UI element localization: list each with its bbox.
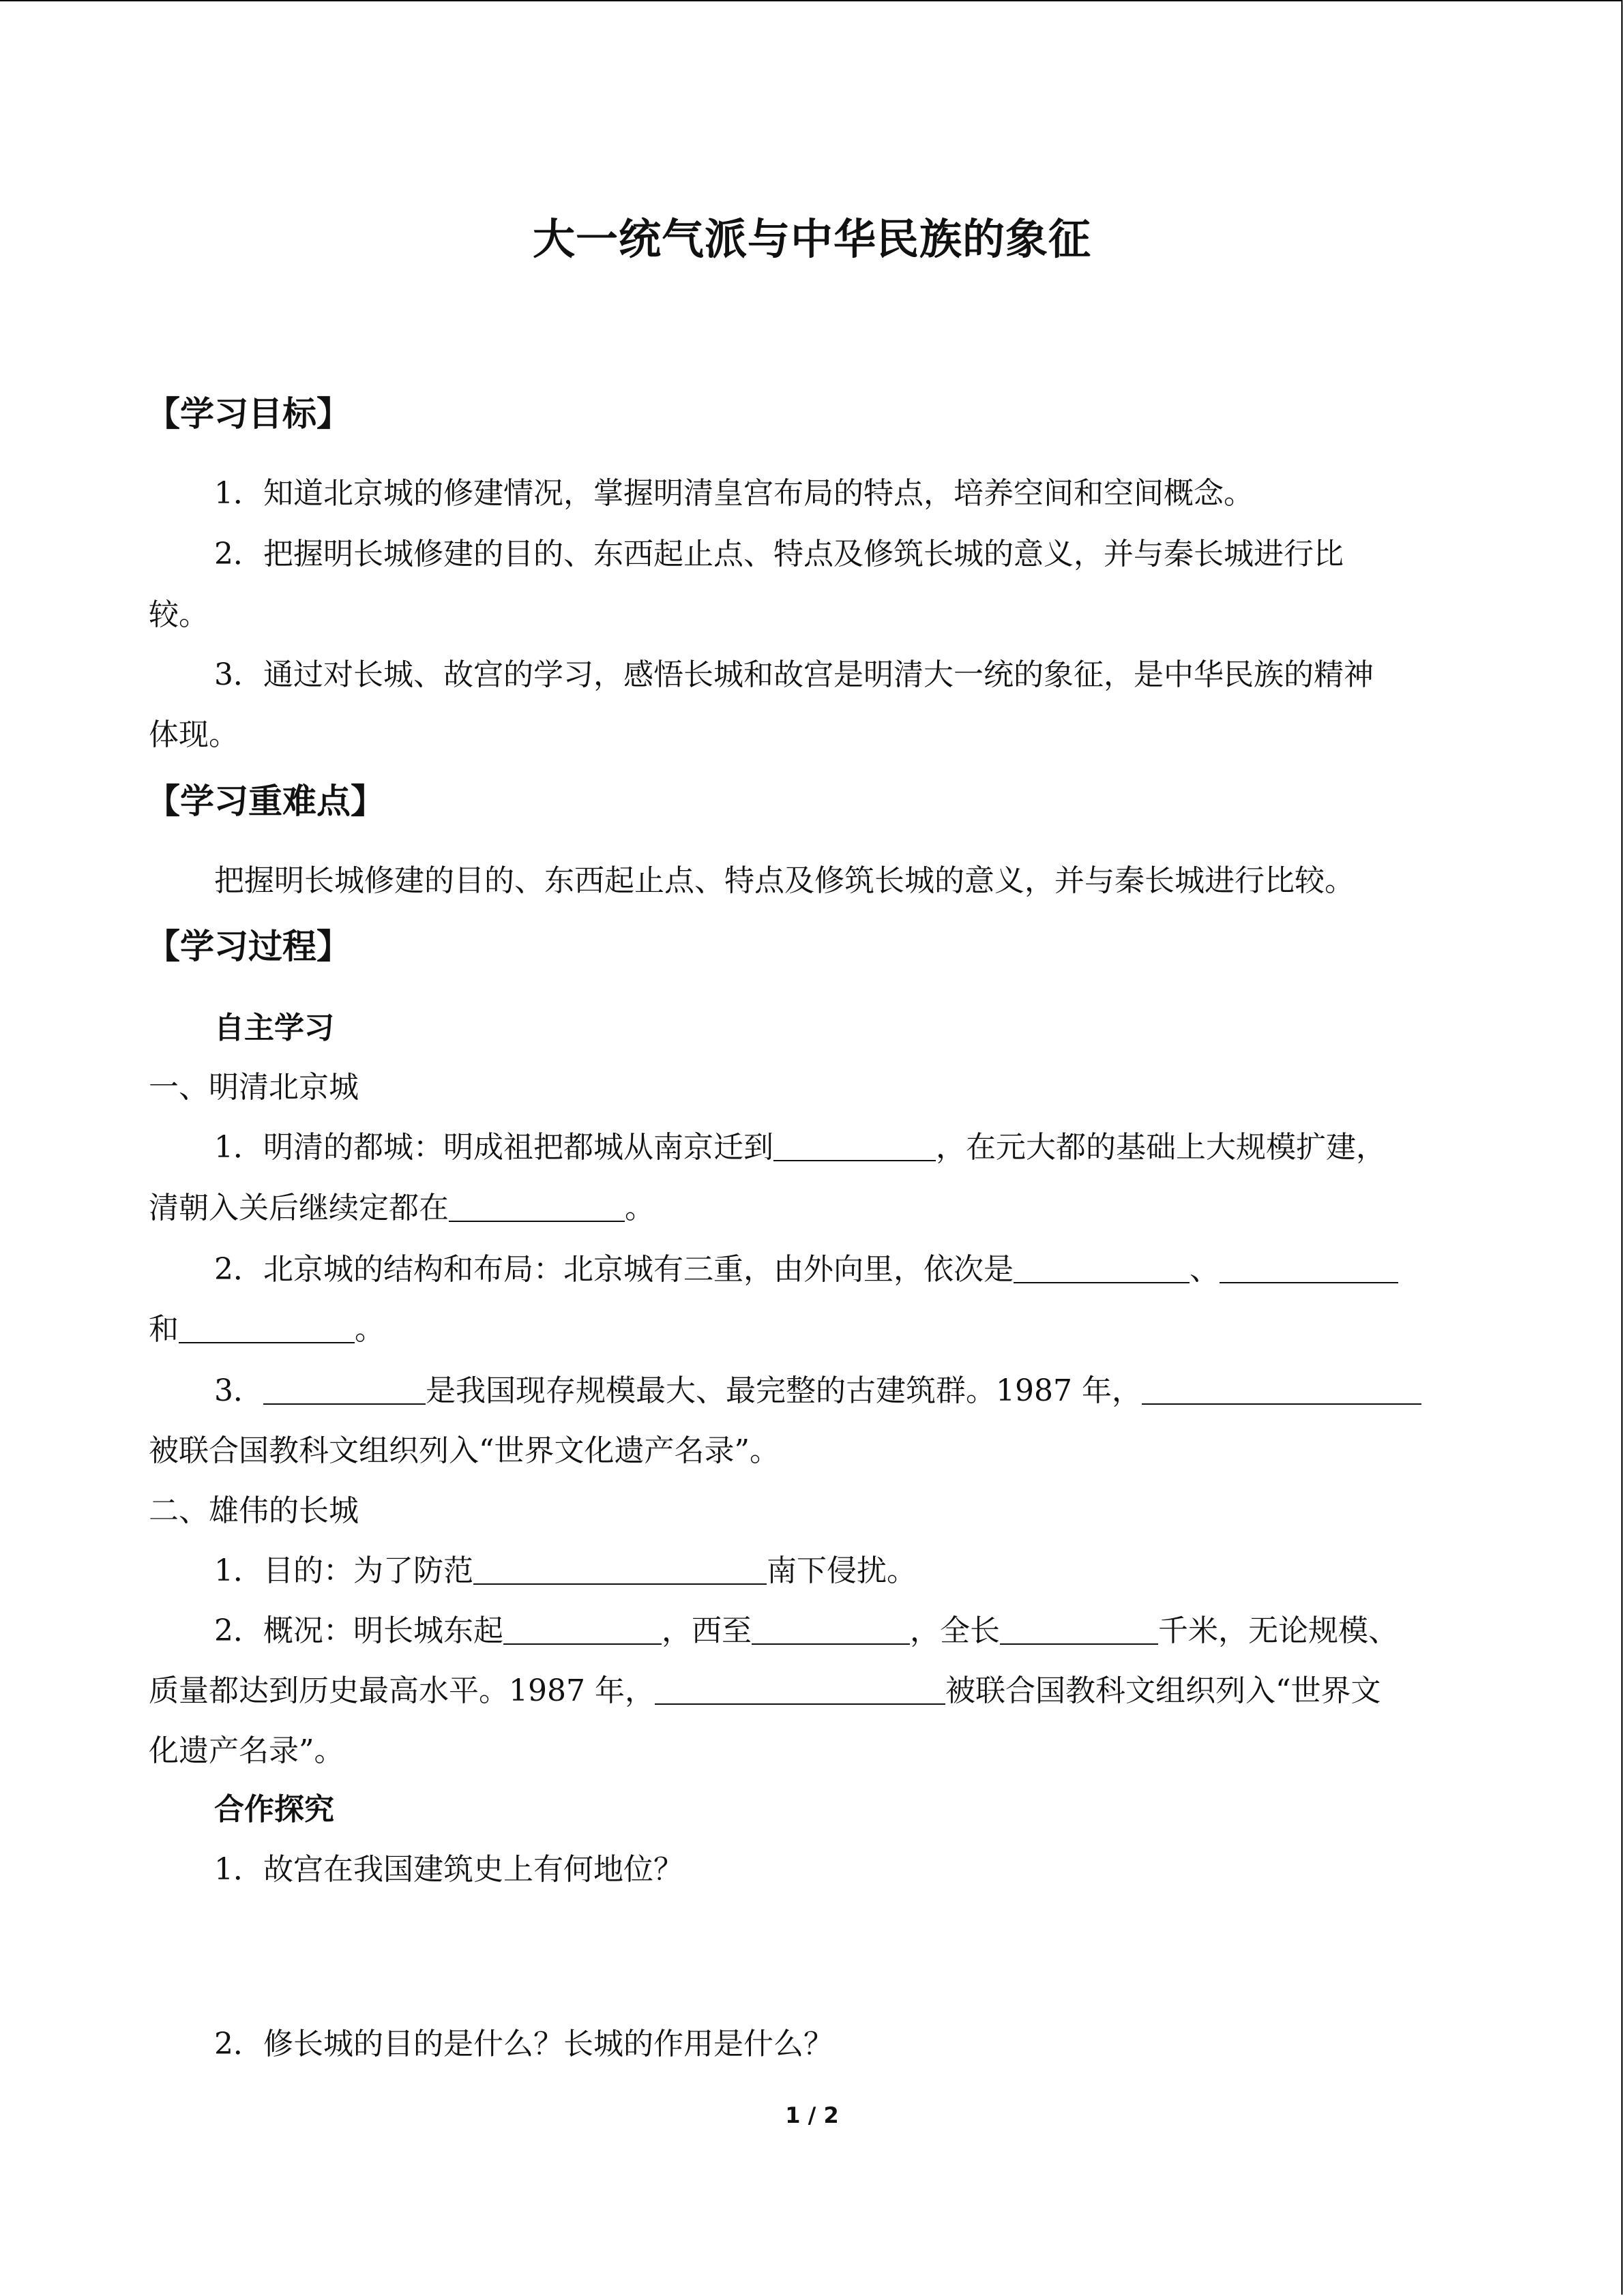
fill-blank[interactable] — [503, 1613, 662, 1645]
p1-item-1-line-b: 清朝入关后继续定都在 。 — [149, 1191, 655, 1225]
fill-blank[interactable] — [752, 1613, 910, 1645]
key-points-heading: 【学习重难点】 — [146, 781, 385, 821]
fill-blank[interactable] — [179, 1312, 355, 1343]
objective-item-2-cont: 较。 — [149, 597, 209, 632]
objective-item-3-cont: 体现。 — [149, 717, 239, 752]
p1-item-3-line-b: 被联合国教科文组织列入“世界文化遗产名录”。 — [149, 1433, 780, 1468]
cooperation-label: 合作探究 — [214, 1792, 334, 1827]
question-2: 2．修长城的目的是什么？长城的作用是什么？ — [214, 2027, 833, 2061]
fill-blank[interactable] — [1142, 1373, 1421, 1405]
p2-item-1: 1．目的：为了防范 南下侵扰。 — [214, 1553, 917, 1588]
fill-blank[interactable] — [1220, 1252, 1398, 1283]
objectives-heading: 【学习目标】 — [146, 394, 351, 434]
fill-blank[interactable] — [449, 1191, 625, 1222]
objective-item-1: 1．知道北京城的修建情况，掌握明清皇宫布局的特点，培养空间和空间概念。 — [214, 476, 1254, 511]
self-study-label: 自主学习 — [214, 1011, 334, 1045]
fill-blank[interactable] — [773, 1130, 936, 1161]
objective-item-3: 3．通过对长城、故宫的学习，感悟长城和故宫是明清大一统的象征，是中华民族的精神 — [214, 657, 1374, 692]
key-points-text: 把握明长城修建的目的、东西起止点、特点及修筑长城的意义，并与秦长城进行比较。 — [214, 863, 1355, 898]
p1-item-2-line-b: 和 。 — [149, 1312, 385, 1347]
fill-blank[interactable] — [1014, 1252, 1190, 1283]
fill-blank[interactable] — [1000, 1613, 1158, 1645]
fill-blank[interactable] — [473, 1553, 767, 1585]
p2-item-2-line-c: 化遗产名录”。 — [149, 1733, 344, 1768]
part2-title: 二、雄伟的长城 — [149, 1493, 359, 1528]
process-heading: 【学习过程】 — [146, 927, 351, 966]
fill-blank[interactable] — [263, 1373, 426, 1405]
p1-item-2-line-a: 2．北京城的结构和布局：北京城有三重，由外向里，依次是 、 — [214, 1249, 1398, 1290]
fill-blank[interactable] — [655, 1673, 945, 1705]
p2-item-2-line-a: 2．概况：明长城东起 ，西至 ，全长 千米，无论规模、 — [214, 1613, 1398, 1648]
question-1: 1．故宫在我国建筑史上有何地位？ — [214, 1852, 683, 1887]
objective-item-2: 2．把握明长城修建的目的、东西起止点、特点及修筑长城的意义，并与秦长城进行比 — [214, 537, 1344, 571]
document-title: 大一统气派与中华民族的象征 — [532, 214, 1091, 264]
p1-item-3-line-a: 3． 是我国现存规模最大、最完整的古建筑群。1987 年， — [214, 1371, 1421, 1412]
p2-item-2-line-b: 质量都达到历史最高水平。1987 年， 被联合国教科文组织列入“世界文 — [149, 1673, 1381, 1708]
page-number: 1 / 2 — [785, 2102, 839, 2128]
part1-title: 一、明清北京城 — [149, 1070, 359, 1105]
p1-item-1-line-a: 1．明清的都城：明成祖把都城从南京迁到 ，在元大都的基础上大规模扩建， — [214, 1130, 1386, 1165]
